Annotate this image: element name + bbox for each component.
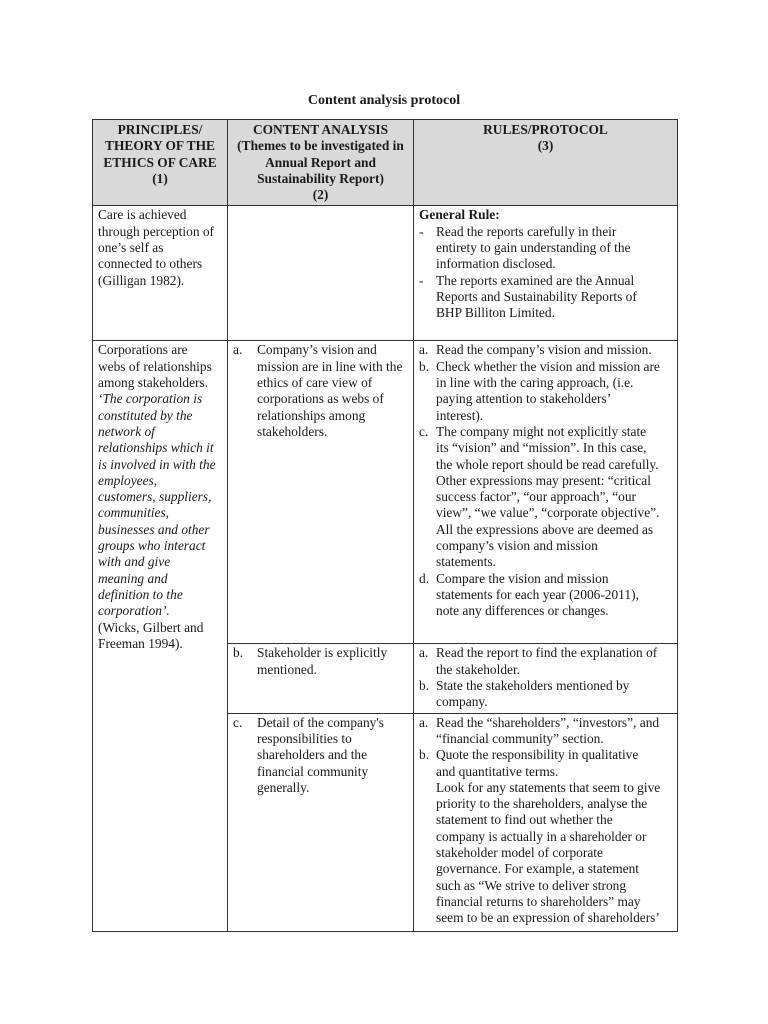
theme-text: Company’s vision and mission are in line with the ethics of care view of corporations as webs of relationships among stakeholders. xyxy=(257,342,403,439)
principle-cell: Care is achieved through perception of one’s self as connected to others (Gilligan 1982). xyxy=(93,206,228,341)
list-marker: c. xyxy=(419,423,429,439)
list-marker: c. xyxy=(233,714,243,730)
list-item xyxy=(419,359,672,424)
principle-quote: ‘The corporation is constituted by the network of relationships which it is involved in with the employees, customers, suppliers, communities, businesses and other groups who interact with and give meaning and definition to the corporation’. xyxy=(98,391,216,619)
list-item-text: Read the “shareholders”, “investors”, and “financial community” section. xyxy=(436,714,660,746)
list-marker: b. xyxy=(419,747,430,763)
list-item xyxy=(419,224,672,273)
rules-cell xyxy=(414,341,678,644)
header-principles: PRINCIPLES/ THEORY OF THE ETHICS OF CARE (1) xyxy=(93,120,228,206)
list-item-text: Read the company’s vision and mission. xyxy=(436,342,652,358)
list-item xyxy=(419,645,672,678)
list-item xyxy=(419,424,672,571)
header-content-analysis: CONTENT ANALYSIS (Themes to be investigated in Annual Report and Sustainability Report) (2) xyxy=(228,120,414,206)
list-marker: a. xyxy=(419,342,429,358)
list-item xyxy=(419,678,672,711)
list-marker: - xyxy=(419,272,424,288)
document-title: Content analysis protocol xyxy=(307,93,461,108)
table-row xyxy=(93,341,678,644)
rules-cell xyxy=(414,644,678,713)
rules-cell xyxy=(414,206,678,341)
theme-text: Stakeholder is explicitly mentioned. xyxy=(257,645,388,677)
list-item xyxy=(419,342,672,358)
protocol-table xyxy=(92,119,678,932)
list-item-text: Read the report to find the explanation of the stakeholder. xyxy=(436,645,658,677)
list-item-text: The company might not explicitly state its “vision” and “mission”. In this case, the whole report should be read carefully. Other expressions may present: “critical success factor”, “our approach”, “our view”, “we value”, “corporate objective”. All the expressions above are deemed as company’s vision and mission statements. xyxy=(436,423,660,570)
list-item-text: State the stakeholders mentioned by company. xyxy=(436,678,630,710)
principle-cell xyxy=(93,341,228,931)
theme-cell xyxy=(228,713,414,931)
header-row xyxy=(93,120,678,206)
header-rules: RULES/PROTOCOL (3) xyxy=(414,120,678,206)
list-marker: b. xyxy=(419,358,430,374)
list-item-text: Check whether the vision and mission are in line with the caring approach, (i.e. paying attention to stakeholders’ interest). xyxy=(436,358,660,423)
theme-cell xyxy=(228,341,414,644)
list-item xyxy=(419,715,672,748)
list-marker: - xyxy=(419,223,424,239)
list-item-text: Compare the vision and mission statements for each year (2006-2011), note any differences or changes. xyxy=(436,570,639,619)
theme-text: Detail of the company's responsibilities to shareholders and the financial community generally. xyxy=(257,714,384,795)
theme-cell-empty xyxy=(228,206,414,341)
list-item-text: The reports examined are the Annual Reports and Sustainability Reports of BHP Billiton Limited. xyxy=(436,272,637,321)
list-marker: d. xyxy=(419,570,430,586)
principle-citation: (Wicks, Gilbert and Freeman 1994). xyxy=(98,619,204,651)
list-item xyxy=(419,273,672,322)
list-marker: a. xyxy=(419,645,429,661)
list-marker: b. xyxy=(419,678,430,694)
list-marker: b. xyxy=(233,645,244,661)
theme-cell xyxy=(228,644,414,713)
table-row xyxy=(93,206,678,341)
list-marker: a. xyxy=(419,714,429,730)
list-item xyxy=(419,571,672,620)
list-item-text: Quote the responsibility in qualitative and quantitative terms. Look for any statements that seem to give priority to the shareholders, analyse the statement to find out whether the company is actually in a shareholder or stakeholder model of corporate governance. For example, a statement such as “We strive to deliver strong financial returns to shareholders” may seem to be an expression of shareholders’ xyxy=(436,747,661,926)
rules-cell xyxy=(414,713,678,931)
general-rule-heading: General Rule: xyxy=(419,207,500,223)
principle-intro: Corporations are webs of relationships among stakeholders. xyxy=(98,342,212,391)
list-marker: a. xyxy=(233,342,243,358)
list-item-text: Read the reports carefully in their entirety to gain understanding of the information disclosed. xyxy=(436,223,631,272)
list-item xyxy=(419,747,672,926)
